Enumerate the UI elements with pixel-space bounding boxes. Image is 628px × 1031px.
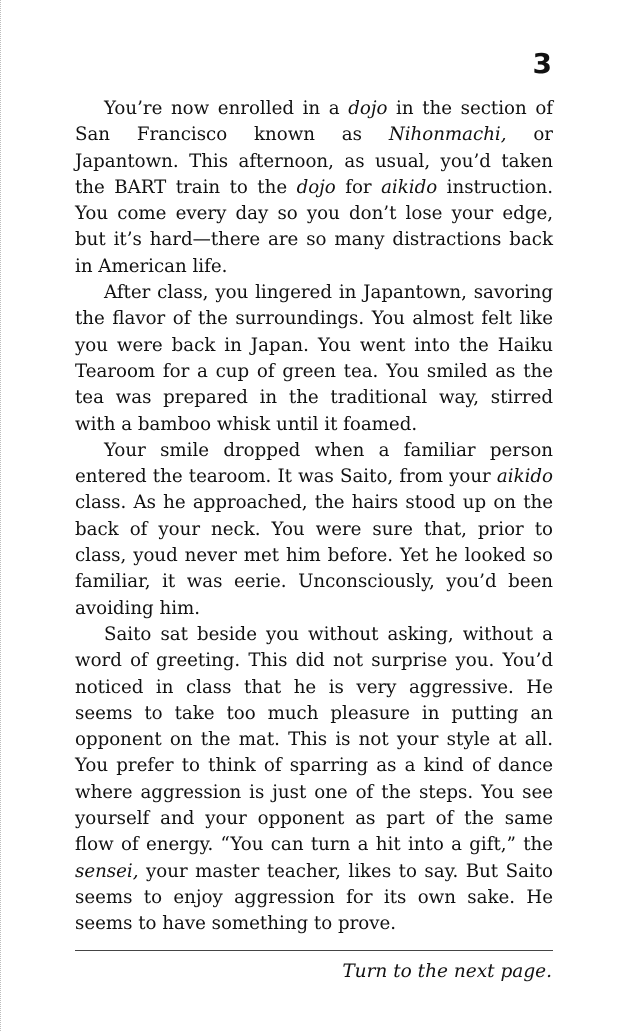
text-run: After class, you lingered in Japantown, savoring the flavor of the surroundings. You almost felt like you were back in Japan. You went into the Haiku Tearoom for a cup of green tea. You smiled as the tea was prepared in the traditional way, stirred with a bamboo whisk until it foamed.	[75, 282, 553, 435]
footer-divider	[75, 950, 553, 951]
text-run: your master teacher, likes to say. But Saito seems to enjoy aggression for its own sake. He seems to have something to prove.	[75, 860, 553, 935]
text-run: class. As he approached, the hairs stood up on the back of your neck. You were sure that, prior to class, youd never met him before. Yet he looked so familiar, it was eerie. Unconsciously, you’d been avoiding him.	[75, 492, 553, 619]
paragraph	[75, 96, 553, 280]
text-run: instruction. You come every day so you don’t lose your edge, but it’s hard—there are so many distractions back in American life.	[75, 176, 553, 277]
italic-term: aikido	[496, 466, 553, 488]
page-left-edge	[0, 0, 3, 1031]
italic-term: dojo	[348, 98, 388, 119]
text-run: Your smile dropped when a familiar person entered the tearoom. It was Saito, from your	[75, 439, 553, 488]
italic-term: Nihonmachi,	[388, 124, 507, 146]
text-run: or Japantown. This afternoon, as usual, you’d taken the BART train to the	[75, 124, 553, 198]
text-run: in the section of San Francisco known as	[75, 98, 553, 146]
page-number: 3	[532, 47, 552, 80]
paragraph	[75, 280, 553, 438]
italic-term: aikido	[381, 176, 438, 198]
body-text	[75, 96, 553, 938]
text-run: for	[335, 176, 382, 198]
paragraph	[75, 438, 553, 622]
italic-term: dojo	[296, 176, 336, 198]
italic-term: sensei,	[75, 860, 139, 882]
paragraph	[75, 622, 553, 938]
text-run: Saito sat beside you without asking, without a word of greeting. This did not surprise you. You’d noticed in class that he is very aggressive. He seems to take too much pleasure in putting an opponent on the mat. This is not your style at all. You prefer to think of sparring as a kind of dance where aggression is just one of the steps. You see yourself and your opponent as part of the same flow of energy. “You can turn a hit into a gift,” the	[75, 623, 553, 856]
turn-page-note: Turn to the next page.	[342, 961, 552, 982]
text-run: You’re now enrolled in a	[104, 98, 349, 119]
